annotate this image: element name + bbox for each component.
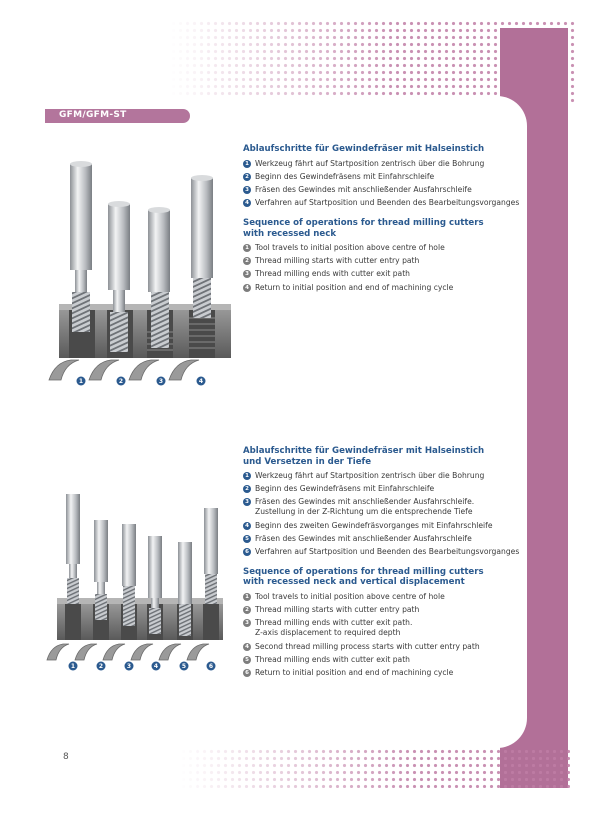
step-badge-label-6: 6: [208, 663, 214, 671]
section-tab: [45, 109, 190, 123]
step-badge-label-1: 1: [70, 663, 76, 671]
steps-en-2: [243, 592, 523, 678]
heading-en-2: Sequence of operations for thread milling cutters with recessed neck and vertical displacement: [243, 566, 484, 588]
list-item: 2 Thread milling starts with cutter entry path: [243, 605, 523, 615]
list-item: 4 Verfahren auf Startposition und Beenden des Bearbeitungsvorganges: [243, 198, 523, 208]
step-badge-label-2: 2: [118, 378, 124, 386]
steps-de-1: [243, 159, 523, 209]
cutter-1: [70, 161, 92, 332]
list-item: 4 Return to initial position and end of machining cycle: [243, 283, 523, 293]
list-item: 5 Thread milling ends with cutter exit path: [243, 655, 523, 665]
cutter-5: [178, 542, 192, 636]
list-item: 3 Fräsen des Gewindes mit anschließender Ausfahrschleife. Zustellung in der Z-Richtung um die entsprechende Tiefe: [243, 497, 523, 517]
list-item: 6 Return to initial position and end of machining cycle: [243, 668, 523, 678]
step-badge-label-2: 2: [98, 663, 104, 671]
list-item: 2 Thread milling starts with cutter entry path: [243, 256, 523, 266]
cutter-3: [148, 207, 170, 348]
section-2-text: [243, 446, 523, 681]
heading-de-1: Ablaufschritte für Gewindefräser mit Halseinstich: [243, 144, 485, 154]
list-item: 5 Fräsen des Gewindes mit anschließender Ausfahrschleife: [243, 534, 523, 544]
step-badge-label-3: 3: [158, 378, 164, 386]
list-item: 6 Verfahren auf Startposition und Beenden des Bearbeitungsvorganges: [243, 547, 523, 557]
list-item: 4 Second thread milling process starts with cutter entry path: [243, 642, 523, 652]
cutter-6: [204, 508, 218, 604]
list-item: 3 Fräsen des Gewindes mit anschließender Ausfahrschleife: [243, 185, 523, 195]
figure-thread-milling-cycle-6-steps: [45, 490, 235, 680]
workpiece-block: [57, 602, 223, 640]
steps-de-2: [243, 471, 523, 557]
list-item: 1 Werkzeug fährt auf Startposition zentrisch über die Bohrung: [243, 159, 523, 169]
heading-en-1: Sequence of operations for thread milling cutters with recessed neck: [243, 218, 484, 239]
cutter-2: [94, 520, 108, 620]
list-item: 3 Thread milling ends with cutter exit path. Z-axis displacement to required depth: [243, 618, 523, 638]
heading-de-2: Ablaufschritte für Gewindefräser mit Halseinstich und Versetzen in der Tiefe: [243, 446, 485, 467]
list-item: 1 Werkzeug fährt auf Startposition zentrisch über die Bohrung: [243, 471, 523, 481]
step-badge-label-3: 3: [126, 663, 132, 671]
step-badge-label-1: 1: [78, 378, 84, 386]
steps-en-1: [243, 243, 523, 293]
cutter-4: [191, 175, 213, 318]
section-1-text: [243, 144, 523, 296]
list-item: 2 Beginn des Gewindefräsens mit Einfahrschleife: [243, 484, 523, 494]
list-item: 2 Beginn des Gewindefräsens mit Einfahrschleife: [243, 172, 523, 182]
list-item: 3 Thread milling ends with cutter exit path: [243, 269, 523, 279]
list-item: 1 Tool travels to initial position above centre of hole: [243, 243, 523, 253]
cutter-2: [108, 201, 130, 352]
dot-pattern-bottom: [180, 748, 570, 788]
step-badges: [69, 662, 216, 671]
page-number: 8: [63, 752, 69, 762]
step-badge-label-4: 4: [153, 663, 159, 671]
figure-thread-milling-cycle-4-steps: [45, 160, 235, 395]
list-item: 1 Tool travels to initial position above centre of hole: [243, 592, 523, 602]
cutter-3: [122, 524, 136, 626]
step-badge-label-4: 4: [198, 378, 204, 386]
section-tab-label: GFM/GFM-ST: [59, 110, 127, 120]
step-badge-label-5: 5: [181, 663, 187, 671]
cutter-1: [66, 494, 80, 604]
cutter-4: [148, 536, 162, 634]
list-item: 4 Beginn des zweiten Gewindefräsvorganges mit Einfahrschleife: [243, 521, 523, 531]
